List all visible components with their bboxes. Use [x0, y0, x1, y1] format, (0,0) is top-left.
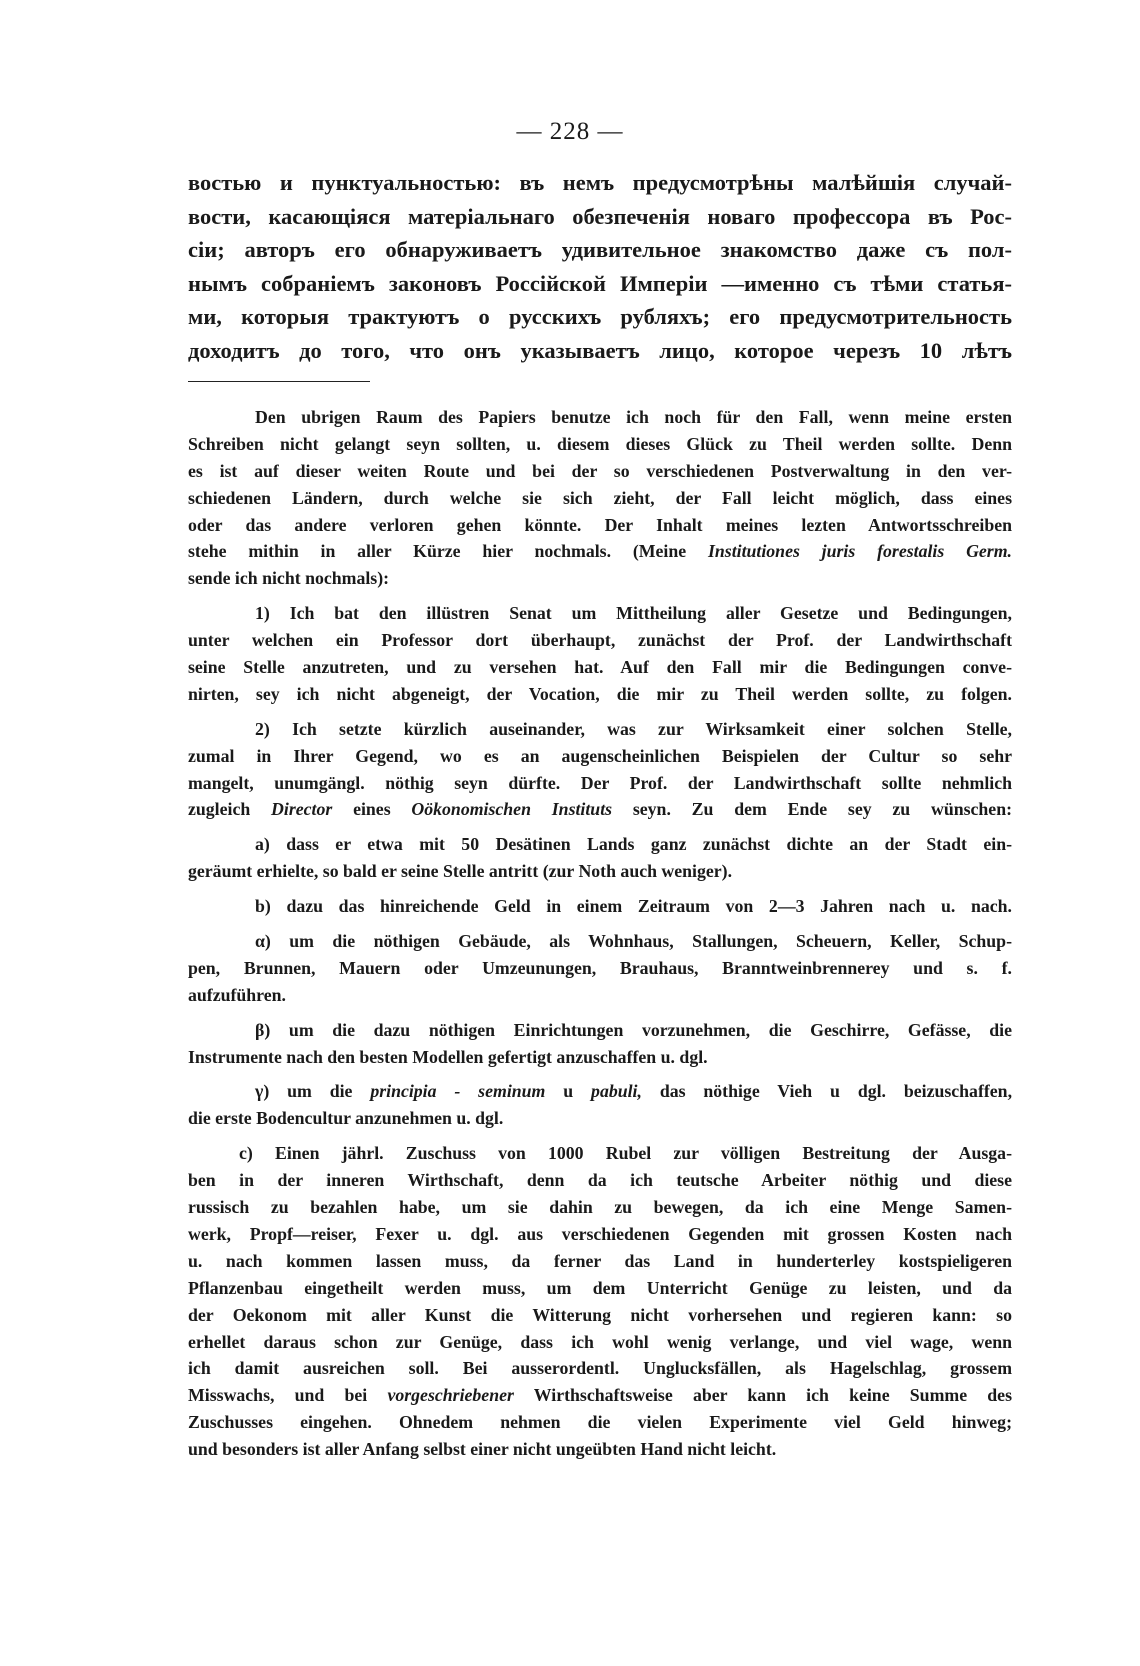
- footnote-line: β) um die dazu nöthigen Einrichtungen vorzunehmen, die Geschirre, Gefässe, die: [255, 1019, 1012, 1040]
- footnote-emphasis: Director: [271, 799, 333, 820]
- footnote-emphasis: pabuli,: [591, 1081, 642, 1102]
- footnote-line: [188, 538, 1012, 565]
- footnote-line: russisch zu bezahlen habe, um sie dahin zu bewegen, da ich eine Menge Samen-: [188, 1197, 1012, 1218]
- text-line: востью и пунктуальностью: въ немъ предусмотрѣны малѣйшія случай-: [188, 170, 1012, 195]
- footnote-text: stehe mithin in aller Kürze hier nochmals. (Meine: [188, 541, 687, 562]
- text-line: сіи; авторъ его обнаруживаетъ удивительное знакомство даже съ пол-: [188, 237, 1012, 263]
- footnote-line: Pflanzenbau eingetheilt werden muss, um dem Unterricht Genüge zu leisten, und da: [188, 1277, 1012, 1298]
- footnote-line: Schreiben nicht gelangt seyn sollten, u. diesem dieses Glück zu Theil werden sollte. Denn: [188, 433, 1012, 454]
- footnote-line: ben in der inneren Wirthschaft, denn da ich teutsche Arbeiter nöthig und diese: [188, 1170, 1012, 1191]
- footnote-line: 1) Ich bat den illüstren Senat um Mittheilung aller Gesetze und Bedingungen,: [255, 603, 1012, 624]
- footnote-line: schiedenen Ländern, durch welche sie sich zieht, der Fall leicht möglich, dass eines: [188, 487, 1012, 508]
- footnote-line: a) dass er etwa mit 50 Desätinen Lands ganz zunächst dichte an der Stadt ein-: [255, 834, 1012, 855]
- footnote-line: der Oekonom mit aller Kunst die Witterung nicht vorhersehen und regieren kann: so: [188, 1304, 1012, 1325]
- footnote-line: [188, 1078, 1012, 1105]
- footnote-text: das nöthige Vieh u dgl. beizuschaffen,: [659, 1081, 1013, 1102]
- footnote-line: und besonders ist aller Anfang selbst einer nicht ungeübten Hand nicht leicht.: [188, 1439, 777, 1460]
- footnote-line: c) Einen jährl. Zuschuss von 1000 Rubel zur völligen Bestreitung der Ausga-: [239, 1143, 1012, 1164]
- footnote-emphasis: vorgeschriebener: [387, 1385, 514, 1406]
- footnote-line: mangelt, unumgängl. nöthig seyn dürfte. Der Prof. der Landwirthschaft sollte nehmlich: [188, 772, 1012, 793]
- footnote-text: zugleich: [188, 799, 251, 820]
- footnote-line: ich damit ausreichen soll. Bei ausserordentl. Unglucksfällen, als Hagelschlag, grossem: [188, 1358, 1012, 1379]
- footnote-line: erhellet daraus schon zur Genüge, dass ich wohl wenig verlange, und viel wage, wenn: [188, 1331, 1012, 1352]
- footnote-line: Den ubrigen Raum des Papiers benutze ich noch für den Fall, wenn meine ersten: [255, 407, 1012, 427]
- footnote-text: Misswachs, und bei: [188, 1385, 368, 1406]
- footnote-line: oder das andere verloren gehen könnte. Der Inhalt meines lezten Antwortsschreiben: [188, 514, 1012, 535]
- text-line: доходитъ до того, что онъ указываетъ лицо, которое черезъ 10 лѣтъ: [188, 337, 1012, 363]
- main-text-block: [188, 166, 1012, 368]
- footnote-text: eines: [353, 799, 391, 820]
- footnote-line: seine Stelle anzutreten, und zu versehen hat. Auf den Fall mir die Bedingungen conve-: [188, 657, 1012, 678]
- footnote-line: geräumt erhielte, so bald er seine Stelle antritt (zur Noth auch weniger).: [188, 861, 733, 882]
- footnote-text: γ) um die: [255, 1081, 353, 1102]
- footnote-separator: [188, 381, 370, 382]
- footnote-line: unter welchen ein Professor dort überhaupt, zunächst der Prof. der Landwirthschaft: [188, 630, 1012, 651]
- footnote-text: u: [563, 1081, 574, 1102]
- footnote-line: u. nach kommen lassen muss, da ferner das Land in hunderterley kostspieligeren: [188, 1250, 1012, 1271]
- footnote-line: die erste Bodencultur anzunehmen u. dgl.: [188, 1108, 504, 1129]
- footnote-line: Instrumente nach den besten Modellen gefertigt anzuschaffen u. dgl.: [188, 1046, 708, 1067]
- footnote-line: Zuschusses eingehen. Ohnedem nehmen die vielen Experimente viel Geld hinweg;: [188, 1412, 1012, 1433]
- footnote-line: sende ich nicht nochmals):: [188, 568, 390, 589]
- footnote-line: b) dazu das hinreichende Geld in einem Zeitraum von 2—3 Jahren nach u. nach.: [255, 896, 1012, 917]
- footnote-emphasis: principia - seminum: [370, 1081, 546, 1102]
- footnote-line: aufzuführen.: [188, 984, 286, 1005]
- text-line: вости, касающіяся матеріальнаго обезпеченія новаго профессора въ Рос-: [188, 203, 1012, 229]
- footnote-line: [188, 796, 1012, 823]
- text-line: ми, которыя трактуютъ о русскихъ рубляхъ; его предусмотрительность: [188, 304, 1012, 330]
- footnote-book-title: Institutiones juris forestalis Germ.: [707, 541, 1012, 562]
- footnote-emphasis: Oökonomischen Instituts: [411, 799, 613, 820]
- footnote-line: α) um die nöthigen Gebäude, als Wohnhaus, Stallungen, Scheuern, Keller, Schup-: [255, 931, 1012, 952]
- footnote-text: Wirthschaftsweise aber kann ich keine Summe des: [533, 1385, 1012, 1406]
- footnote-line: es ist auf dieser weiten Route und bei der so verschiedenen Postverwaltung in den ver-: [188, 460, 1012, 481]
- footnote-line: [188, 1382, 1012, 1409]
- footnote-text: seyn. Zu dem Ende sey zu wünschen:: [632, 799, 1013, 820]
- footnote-block: [188, 404, 1012, 1463]
- footnote-line: werk, Propf—reiser, Fexer u. dgl. aus verschiedenen Gegenden mit grossen Kosten nach: [188, 1223, 1012, 1244]
- footnote-line: zumal in Ihrer Gegend, wo es an augenscheinlichen Beispielen der Cultur so sehr: [188, 745, 1012, 766]
- page-number: — 228 —: [516, 118, 624, 145]
- text-line: нымъ собраніемъ законовъ Россійской Имперіи —именно съ тѣми статья-: [188, 270, 1012, 296]
- footnote-line: 2) Ich setzte kürzlich auseinander, was zur Wirksamkeit einer solchen Stelle,: [255, 718, 1012, 739]
- footnote-line: pen, Brunnen, Mauern oder Umzeunungen, Brauhaus, Branntweinbrennerey und s. f.: [188, 957, 1012, 978]
- footnote-line: nirten, sey ich nicht abgeneigt, der Vocation, die mir zu Theil werden sollte, zu folgen.: [188, 683, 1012, 704]
